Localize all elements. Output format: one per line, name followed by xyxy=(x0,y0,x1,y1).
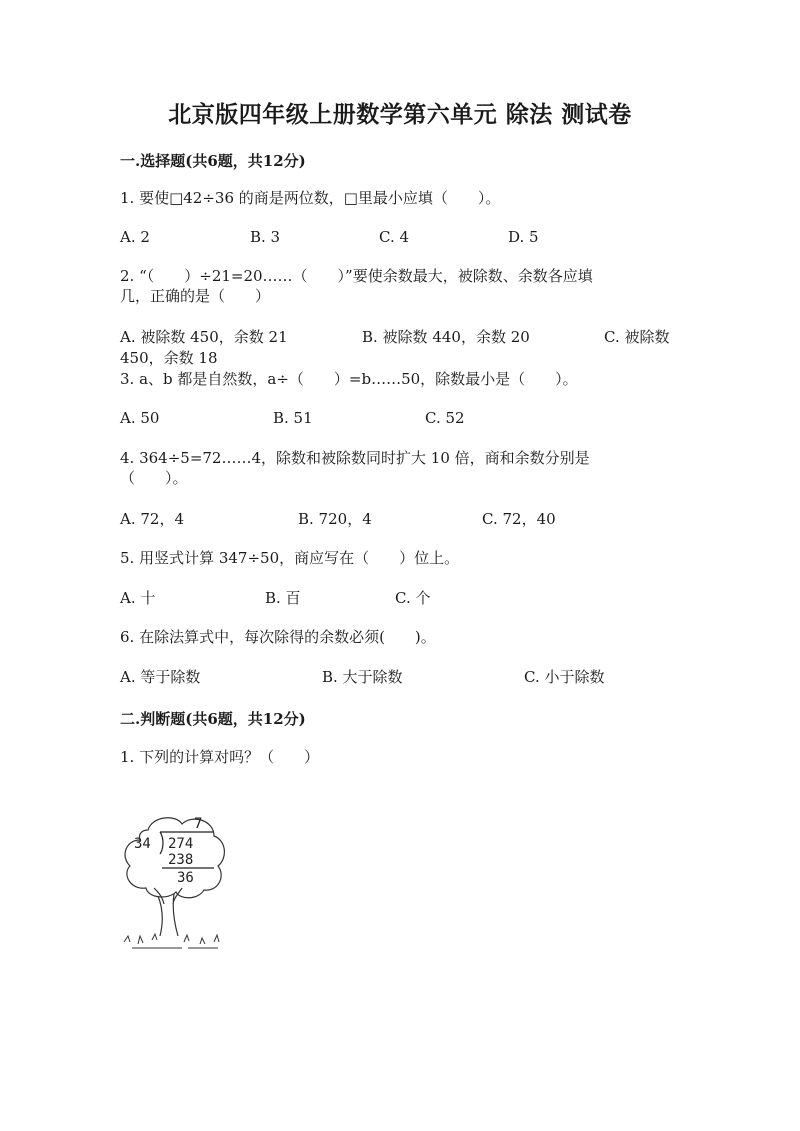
question-6-stem xyxy=(120,627,680,647)
section-heading-judge: 二.判断题(共6题，共12分) xyxy=(120,710,306,728)
option-c[interactable]: C. 被除数 xyxy=(604,328,670,346)
question-3-options xyxy=(120,408,680,428)
option-a[interactable]: A. 2 xyxy=(120,228,150,246)
tree-illustration xyxy=(118,812,230,954)
stem-line: 1. 下列的计算对吗？（ ） xyxy=(120,748,320,766)
product: 238 xyxy=(168,852,194,868)
option-b[interactable]: B. 百 xyxy=(265,589,301,607)
division-tree-figure xyxy=(118,812,230,954)
option-c[interactable]: C. 4 xyxy=(379,228,410,246)
question-4-options xyxy=(120,509,680,529)
option-b[interactable]: B. 大于除数 xyxy=(322,668,403,686)
option-c[interactable]: C. 小于除数 xyxy=(524,668,605,686)
stem-line: （ ）。 xyxy=(120,469,188,487)
option-a[interactable]: A. 十 xyxy=(120,589,156,607)
stem-line: 3. a、b 都是自然数，a÷（ ）=b……50，除数最小是（ ）。 xyxy=(120,370,578,388)
question-1-options xyxy=(120,227,680,247)
stem-line: 几，正确的是（ ） xyxy=(120,287,271,305)
dividend: 274 xyxy=(168,836,194,852)
option-b[interactable]: B. 被除数 440，余数 20 xyxy=(362,328,530,346)
remainder: 36 xyxy=(177,870,194,886)
stem-line: 4. 364÷5=72……4，除数和被除数同时扩大 10 倍，商和余数分别是 xyxy=(120,449,590,467)
option-b[interactable]: B. 3 xyxy=(250,228,281,246)
option-c[interactable]: C. 个 xyxy=(395,589,431,607)
option-b[interactable]: B. 720，4 xyxy=(298,510,372,528)
question-6-options xyxy=(120,667,680,687)
stem-line: 2. “（ ）÷21=20……（ ）”要使余数最大，被除数、余数各应填 xyxy=(120,267,593,285)
stem-line: 6. 在除法算式中，每次除得的余数必须( )。 xyxy=(120,628,436,646)
grass xyxy=(124,934,219,948)
question-5-options xyxy=(120,588,680,608)
option-c[interactable]: C. 72，40 xyxy=(482,510,556,528)
page-title: 北京版四年级上册数学第六单元 除法 测试卷 xyxy=(168,101,632,128)
question-5-stem xyxy=(120,548,680,568)
option-a[interactable]: A. 50 xyxy=(120,409,160,427)
question-1-stem xyxy=(120,188,680,208)
option-c[interactable]: C. 52 xyxy=(425,409,465,427)
quotient: 7 xyxy=(194,816,203,832)
stem-line: 1. 要使□42÷36 的商是两位数，□里最小应填（ ）。 xyxy=(120,189,501,207)
option-d[interactable]: D. 5 xyxy=(508,228,539,246)
divisor: 34 xyxy=(134,836,151,852)
option-a[interactable]: A. 72，4 xyxy=(120,510,184,528)
stem-line: 5. 用竖式计算 347÷50，商应写在（ ）位上。 xyxy=(120,549,460,567)
option-b[interactable]: B. 51 xyxy=(273,409,313,427)
question-4-stem xyxy=(120,448,680,488)
section-heading-choice: 一.选择题(共6题，共12分) xyxy=(120,152,306,170)
option-a[interactable]: A. 被除数 450，余数 21 xyxy=(120,328,288,346)
question-2-stem xyxy=(120,266,680,306)
option-a[interactable]: A. 等于除数 xyxy=(120,668,201,686)
question-3-stem xyxy=(120,369,680,389)
judge-question-1-stem xyxy=(120,747,680,767)
question-2-option-c-wrap: 450，余数 18 xyxy=(120,349,218,367)
question-2-options xyxy=(120,327,680,347)
